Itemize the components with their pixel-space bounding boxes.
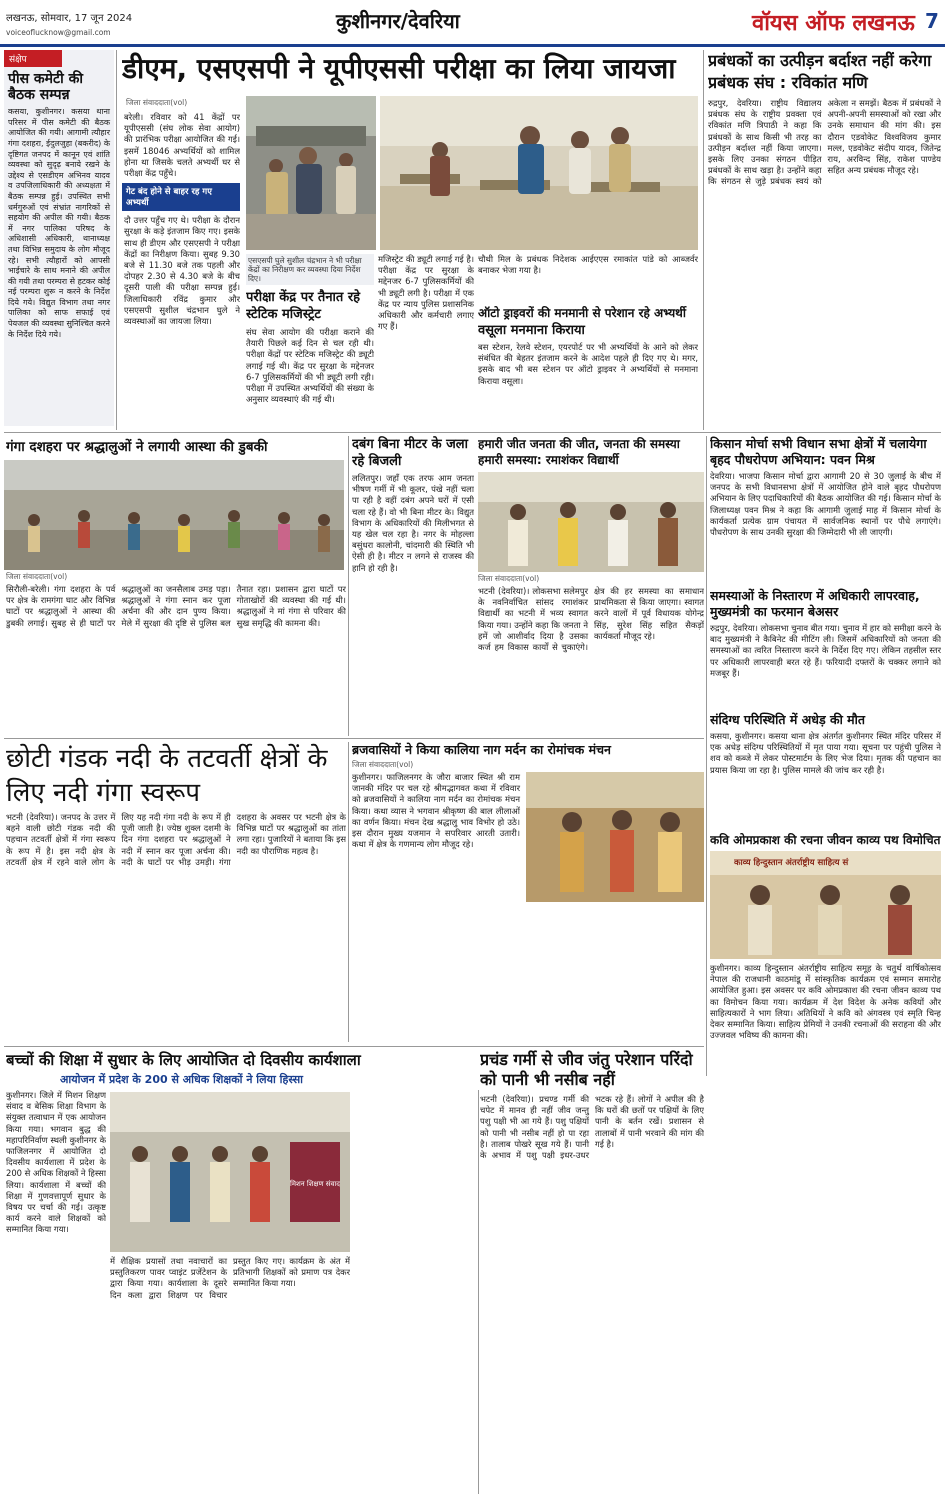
ganga-headline: गंगा दशहरा पर श्रद्धालुओं ने लगायी आस्था की डुबकी xyxy=(6,439,268,455)
kavi-body: कुशीनगर। काव्य हिन्दुस्तान अंतर्राष्ट्रीय साहित्य समूह के चतुर्थ वार्षिकोत्सव नेपाल की राजधानी काठमांडू में सांस्कृतिक कार्यक्रम एवं सम्मान समारोह आयोजित हुआ। इस अवसर पर कवि ओमप्रकाश की रचना जीवन काव्य पथ का विमोचन किया गया। कार्यक्रम में देश विदेश के अनेक कवियों और साहित्यकारों ने भाग लिया। अतिथियों ने कवि को अंगवस्त्र एवं स्मृति चिन्ह देकर सम्मानित किया। साहित्य प्रेमियों ने उनकी रचनाओं की सराहना की और उज्जवल भविष्य की कामना की। xyxy=(710,963,941,1041)
brand-logo: वॉयस ऑफ लखनऊ xyxy=(752,11,915,36)
brief-tag: संक्षेप xyxy=(4,50,62,67)
bacche-headline: बच्चों की शिक्षा में सुधार के लिए आयोजित दो दिवसीय कार्यशाला xyxy=(6,1051,361,1069)
kavi-headline: कवि ओमप्रकाश की रचना जीवन काव्य पथ विमोचित xyxy=(710,833,941,847)
lead-photo-1 xyxy=(246,96,376,250)
vasooli-story xyxy=(478,254,698,430)
lead-lower xyxy=(246,254,374,430)
page-number: 7 xyxy=(925,9,939,33)
lead-body-2: दौ उत्तर पहुँच गए थे। परीक्षा के दौरान सुरक्षा के कड़े इंतजाम किए गए। इसके साथ ही डीएम और एसएसपी ने परीक्षा केंद्रों का निरीक्षण किया। सुबह 9.30 बजे से 11.30 बजे तक पहली और दोपहर 2.30 से 4.30 बजे के बीच दूसरी पाली की परीक्षा सम्पन्न हुई। जिलाधिकारी रविंद्र कुमार और एसएसपी सुशील चंद्रभान घुले ने व्यवस्थाओं का जायजा लिया। xyxy=(124,215,240,327)
bijli-body: ललितपुर। जहाँ एक तरफ आम जनता भीषण गर्मी में भी कूलर, पंखे नहीं चला पा रही है वहीं दबंग अपने घरों में एसी चला रहे हैं। वो भी बिना मीटर के। विद्युत विभाग के अधिकारियों की मिलीभगत से यह खेल चल रहा है। नगर के मोहल्ला बसुंधरा कालोनी, चांदमारी की स्थिति भी ऐसी ही है। मीटर न लगने से राजस्व की हानि हो रही है। xyxy=(352,473,474,573)
braj-headline: ब्रजवासियों ने किया कालिया नाग मर्दन का रोमांचक मंचन xyxy=(352,742,611,757)
vasooli-headline: ऑटो ड्राइवरों की मनमानी से परेशान रहे अभ्यर्थी xyxy=(478,306,686,320)
bacche-body: कुशीनगर। जिले में मिशन शिक्षण संवाद व बेसिक शिक्षा विभाग के संयुक्त तत्वाधान में एक आयोजन किया गया। भगवान बुद्ध की महापरिनिर्वाण स्थली कुशीनगर के फाजिलनगर में आयोजित दो दिवसीय कार्यशाला में प्रदेश के 200 से अधिक शिक्षकों ने हिस्सा लिया। कार्यशाला में बच्चों की शिक्षा में गुणवत्तापूर्ण सुधार के विषय पर चर्चा की गई। उत्कृष्ट कार्य करने वाले शिक्षकों को सम्मानित किया गया। xyxy=(6,1090,106,1235)
ganga-byline: जिला संवाददाता(vol) xyxy=(6,572,68,581)
lead-pull: परीक्षा केंद्र पर तैनात रहे स्टेटिक मजिस्ट्रेट xyxy=(246,290,361,322)
lead-body-4: मजिस्ट्रेट की ड्यूटी लगाई गई है। परीक्षा केंद्र पर सुरक्षा के मद्देनजर 6-7 पुलिसकर्मियों की भी ड्यूटी लगी है। परीक्षा में एक केंद्र पर न्याय पुलिस प्रशासनिक अधिकारी और कर्मचारी लगाए गए हैं। xyxy=(378,254,474,332)
janta-byline: जिला संवाददाता(vol) xyxy=(478,574,540,583)
gandak-headline: छोटी गंडक नदी के तटवर्ती क्षेत्रों के लिए नदी गंगा स्वरूप xyxy=(6,744,328,808)
brief-column xyxy=(4,50,114,426)
lead-body-1: बरेली। रविवार को 41 केंद्रों पर यूपीएससी (संघ लोक सेवा आयोग) की प्रारंभिक परीक्षा आयोजित की गई। इसमें 18046 अभ्यर्थियों को शामिल होना था जिसके चलते अभ्यर्थी घर से परीक्षा केंद्र पहुँचे। xyxy=(124,112,240,179)
right-top-story xyxy=(708,50,941,430)
garmi-story xyxy=(480,1050,704,1496)
divider xyxy=(706,436,707,1076)
sandigdh-headline: संदिग्ध परिस्थिति में अधेड़ की मौत xyxy=(710,712,866,727)
masthead xyxy=(0,0,945,46)
braj-photo xyxy=(526,772,704,902)
garmi-headline: प्रचंड गर्मी से जीव जंतु परेशान परिंदो को पानी भी नसीब नहीं xyxy=(480,1050,693,1089)
divider xyxy=(4,738,704,739)
masthead-rule xyxy=(0,44,945,47)
lead-headline: डीएम, एसएसपी ने यूपीएससी परीक्षा का लिया जायजा xyxy=(122,52,676,85)
vasooli-intro: चौथी मिल के प्रबंधक निदेशक आईएएस रमाकांत पांडे को आब्जर्वर बनाकर भेजा गया है। xyxy=(478,254,698,276)
bijli-story xyxy=(352,436,474,736)
sandigdh-story xyxy=(710,712,941,828)
lead-photo-2 xyxy=(380,96,698,250)
brief-body: कसया, कुशीनगर। कसया थाना परिसर में पीस कमेटी की बैठक आयोजित की गयी। आगामी त्यौहार गंगा दशहरा, ईदुलजुहा (बकरीद) के दृष्टिगत जनपद में कानून एवं शांति व्यवस्था को सुदृढ़ बनाये रखने के उद्देश्य से एसडीएम अभिनव यादव व उपजिलाधिकारी की अध्यक्षता में बैठक सम्पन्न हुई। उपस्थित सभी धर्मगुरुओं एवं संभ्रांत नागरिकों से सहयोग की अपील की गयी। बैठक में नगर पालिका परिषद के अधिशासी अधिकारी, थानाध्यक्ष तथा विभिन्न समुदाय के लोग मौजूद रहे। सभी त्यौहारों को आपसी भाईचारे के साथ मनाने की अपील की गयी तथा परम्परा से हटकर कोई नई परम्परा शुरू न करने के निर्देश दिये गये। विद्युत विभाग तथा नगर पालिका को साफ सफाई एवं पेयजल की व्यवस्था सुनिश्चित करने के निर्देश दिये गये। xyxy=(8,107,110,339)
lead-body-3: संघ सेवा आयोग की परीक्षा कराने की तैयारी पिछले कई दिन से चल रही थी। परीक्षा केंद्रों पर स्टेटिक मजिस्ट्रेट की ड्यूटी लगाई गई थी। केंद्र पर सुरक्षा के मद्देनजर 6-7 पुलिसकर्मियों की भी ड्यूटी लगी रही। परीक्षा में उपस्थित अभ्यर्थियों की संख्या के अनुसार व्यवस्थाएं की गई थी। xyxy=(246,327,374,405)
bacche-photo xyxy=(110,1092,350,1252)
lead-text-col xyxy=(122,96,240,430)
divider xyxy=(348,742,349,1042)
divider xyxy=(116,50,117,430)
ganga-photo xyxy=(4,460,344,570)
divider xyxy=(4,432,941,433)
divider xyxy=(348,436,349,736)
kavi-story xyxy=(710,832,941,1496)
samasya-story xyxy=(710,588,941,708)
braj-byline: जिला संवाददाता(vol) xyxy=(352,760,414,769)
lead-subhead: गेट बंद होने से बाहर रह गए अभ्यर्थी xyxy=(122,183,240,211)
kisan-body: देवरिया। भाजपा किसान मोर्चा द्वारा आगामी 20 से 30 जुलाई के बीच में जनपद के सभी विधानसभा क्षेत्रों में आयोजित होने वाले बृहद पौधरोपण अभियान के लिए पदाधिकारियों की बैठक आयोजित की गई। किसान मोर्चा के जिलाध्यक्ष पवन मिश्र ने कहा कि आगामी जुलाई माह में किसान मोर्चा के कार्यकर्ता प्रत्येक ग्राम पंचायत में सार्वजनिक स्थानों पर पौधे लगाएंगे। पौधरोपण के साथ उनकी सुरक्षा की जिम्मेदारी भी ली जाएगी। xyxy=(710,471,941,538)
braj-body: कुशीनगर। फाजिलनगर के जौरा बाजार स्थित श्री राम जानकी मंदिर पर चल रहे श्रीमद्भागवत कथा में रविवार को ब्रजवासियों ने कालिया नाग मर्दन का रोमांचक मंचन किया। कथा व्यास ने भगवान श्रीकृष्ण की बाल लीलाओं का वर्णन किया। मंचन देख श्रद्धालु भाव विभोर हो उठे। इस दौरान मुख्य यजमान ने सपरिवार आरती उतारी। कथा में क्षेत्र के गणमान्य लोग मौजूद रहे। xyxy=(352,772,520,850)
divider xyxy=(478,1090,479,1494)
section-title: कुशीनगर/देवरिया xyxy=(336,9,460,33)
bacche-body-2: में शैक्षिक प्रयासों तथा नवाचारों का प्रस्तुतिकरण पावर प्वाइंट प्रजेंटेशन के द्वारा किया गया। कार्यशाला के दूसरे दिन कला द्वारा शिक्षण पर विचार प्रस्तुत किए गए। कार्यक्रम के अंत में प्रतिभागी शिक्षकों को प्रमाण पत्र देकर सम्मानित किया गया। xyxy=(110,1256,350,1300)
ganga-body: सिरौली-बरेली। गंगा दशहरा के पर्व पर क्षेत्र के रामगंगा घाट और विभिन्न घाटों पर श्रद्धालुओं ने आस्था की डुबकी लगाई। सुबह से ही घाटों पर श्रद्धालुओं का जनसैलाब उमड़ पड़ा। श्रद्धालुओं ने गंगा स्नान कर पूजा अर्चना की और दान पुण्य किया। मेले में सुरक्षा की दृष्टि से पुलिस बल तैनात रहा। प्रशासन द्वारा घाटों पर गोताखोरों की व्यवस्था की गई थी। श्रद्धालुओं ने मां गंगा से परिवार की सुख समृद्धि की कामना की। xyxy=(6,584,346,628)
kavi-banner: काव्य हिन्दुस्तान अंतर्राष्ट्रीय साहित्य सं xyxy=(734,858,849,868)
kavi-photo xyxy=(710,851,941,959)
janta-story xyxy=(478,436,704,736)
janta-headline: हमारी जीत जनता की जीत, जनता की समस्या हमारी समस्या: रमाशंकर विद्यार्थी xyxy=(478,437,680,467)
janta-body: भटनी (देवरिया)। लोकसभा सलेमपुर के नवनिर्वाचित सांसद रमाशंकर विद्यार्थी का भटनी में भव्य स्वागत किया गया। उन्होंने कहा कि जनता ने हमें जो आशीर्वाद दिया है उसका कर्ज हम विकास कार्यों से चुकाएंगे। क्षेत्र की हर समस्या का समाधान प्राथमिकता से किया जाएगा। स्वागत करने वालों में पूर्व विधायक योगेन्द्र सिंह, सुरेश सिंह सहित सैकड़ों कार्यकर्ता मौजूद रहे। xyxy=(478,586,704,653)
right-top-body: रुद्रपुर, देवरिया। राष्ट्रीय विद्यालय प्रबंधक संघ के राष्ट्रीय प्रवक्ता एवं रविकांत मणि त्रिपाठी ने कहा कि प्रबंधकों के साथ किसी भी तरह का उत्पीड़न बर्दाश्त नहीं किया जाएगा। इसके लिए उनका संगठन पीड़ित प्रबंधकों के साथ खड़ा है। उन्होंने कहा कि संगठन से जुड़े प्रबंधक स्वयं को अकेला न समझें। बैठक में प्रबंधकों ने अपनी-अपनी समस्याओं को रखा और उनके समाधान की मांग की। इस दौरान एडवोकेट विश्वविजय कुमार मल्ल, एडवोकेट संदीप यादव, जितेन्द्र राय, अरविन्द सिंह, राकेश पाण्डेय सहित अन्य प्रबंधक मौजूद रहे। xyxy=(708,98,941,187)
dateline: लखनऊ, सोमवार, 17 जून 2024 xyxy=(6,13,133,24)
bacche-subhead: आयोजन में प्रदेश के 200 से अधिक शिक्षकों ने लिया हिस्सा xyxy=(60,1073,304,1086)
kisan-story xyxy=(710,436,941,584)
samasya-headline: समस्याओं के निस्तारण में अधिकारी लापरवाह, मुख्यमंत्री का फरमान बेअसर xyxy=(710,588,920,619)
samasya-body: रुद्रपुर, देवरिया। लोकसभा चुनाव बीत गया। चुनाव में हार को समीक्षा करने के बाद मुख्यमंत्री ने कैबिनेट की मीटिंग ली। जिसमें अधिकारियों को जनता की समस्याओं का त्वरित निस्तारण करने के निर्देश दिए गए। लेकिन तहसील स्तर पर अधिकारी लापरवाही बरत रहे हैं। फरियादी दफ्तरों के चक्कर लगाने को मजबूर हैं। xyxy=(710,623,941,678)
garmi-body: भटनी (देवरिया)। प्रचण्ड गर्मी की चपेट में मानव ही नहीं जीव जन्तु पशु पक्षी भी आ गये हैं। पशु पक्षियों को पानी भी नसीब नहीं हो पा रहा है। तालाब पोखरे सूख गये हैं। पानी के अभाव में पशु पक्षी इधर-उधर भटक रहे हैं। लोगों ने अपील की है कि घरों की छतों पर पक्षियों के लिए पानी के बर्तन रखें। प्रशासन से तालाबों में पानी भरवाने की मांग की गई है। xyxy=(480,1094,704,1161)
right-top-headline: प्रबंधकों का उत्पीड़न बर्दाश्त नहीं करेगा प्रबंधक संघ : रविकांत मणि xyxy=(708,51,932,92)
bijli-headline: दबंग बिना मीटर के जला रहे बिजली xyxy=(352,437,468,469)
vasooli-body: बस स्टेशन, रेलवे स्टेशन, एयरपोर्ट पर भी अभ्यर्थियों के आने को लेकर संबंधित की बेहतर इंतजाम करने के आदेश पहले ही दिए गए थे। मगर, इसके बाद भी बस स्टेशन पर ऑटो ड्राइवर ने अभ्यर्थियों से मनमाना किराया वसूला। xyxy=(478,341,698,386)
divider xyxy=(4,1046,704,1047)
gandak-body: भटनी (देवरिया)। जनपद के उत्तर में बहने वाली छोटी गंडक नदी की पहचान तटवर्ती क्षेत्रों में गंगा स्वरूप के रूप में है। इस नदी क्षेत्र के तटवर्ती क्षेत्र में रहने वाले लोग के लिए यह नदी गंगा नदी के रूप में ही पूजी जाती है। ज्येष्ठ शुक्ल दशमी के दिन गंगा दशहरा पर श्रद्धालुओं ने नदी में स्नान कर पूजा अर्चना की। नदी के घाटों पर भीड़ उमड़ी। गंगा दशहरा के अवसर पर भटनी क्षेत्र के विभिन्न घाटों पर श्रद्धालुओं का तांता लगा रहा। पुजारियों ने बताया कि इस नदी का पौराणिक महत्व है। xyxy=(6,812,346,867)
sandigdh-body: कसया, कुशीनगर। कसया थाना क्षेत्र अंतर्गत कुशीनगर स्थित मंदिर परिसर में एक अधेड़ संदिग्ध परिस्थितियों में मृत पाया गया। सूचना पर पहुंची पुलिस ने शव को कब्जे में लेकर पोस्टमार्टम के लिए भेज दिया। मृतक की पहचान का प्रयास किया जा रहा है। पुलिस मामले की जांच कर रही है। xyxy=(710,731,941,775)
kisan-headline: किसान मोर्चा सभी विधान सभा क्षेत्रों में चलायेगा बृहद पौधरोपण अभियान: पवन मिश्र xyxy=(710,436,927,467)
bacche-banner: मिशन शिक्षण संवाद xyxy=(290,1180,340,1188)
divider xyxy=(703,50,704,430)
lead-caption: एसएसपी घुले सुशील चंद्रभान ने भी परीक्षा केंद्रों का निरीक्षण कर व्यवस्था दिया निर्देश दिए। xyxy=(246,254,374,285)
lead-byline: जिला संवाददाता(vol) xyxy=(126,98,188,107)
janta-photo xyxy=(478,472,704,572)
email: voiceoflucknow@gmail.com xyxy=(6,28,111,37)
vasooli-kicker: वसूला मनमाना किराया xyxy=(478,323,585,338)
brief-headline: पीस कमेटी की बैठक सम्पन्न xyxy=(8,71,83,104)
braj-story xyxy=(352,742,704,1042)
